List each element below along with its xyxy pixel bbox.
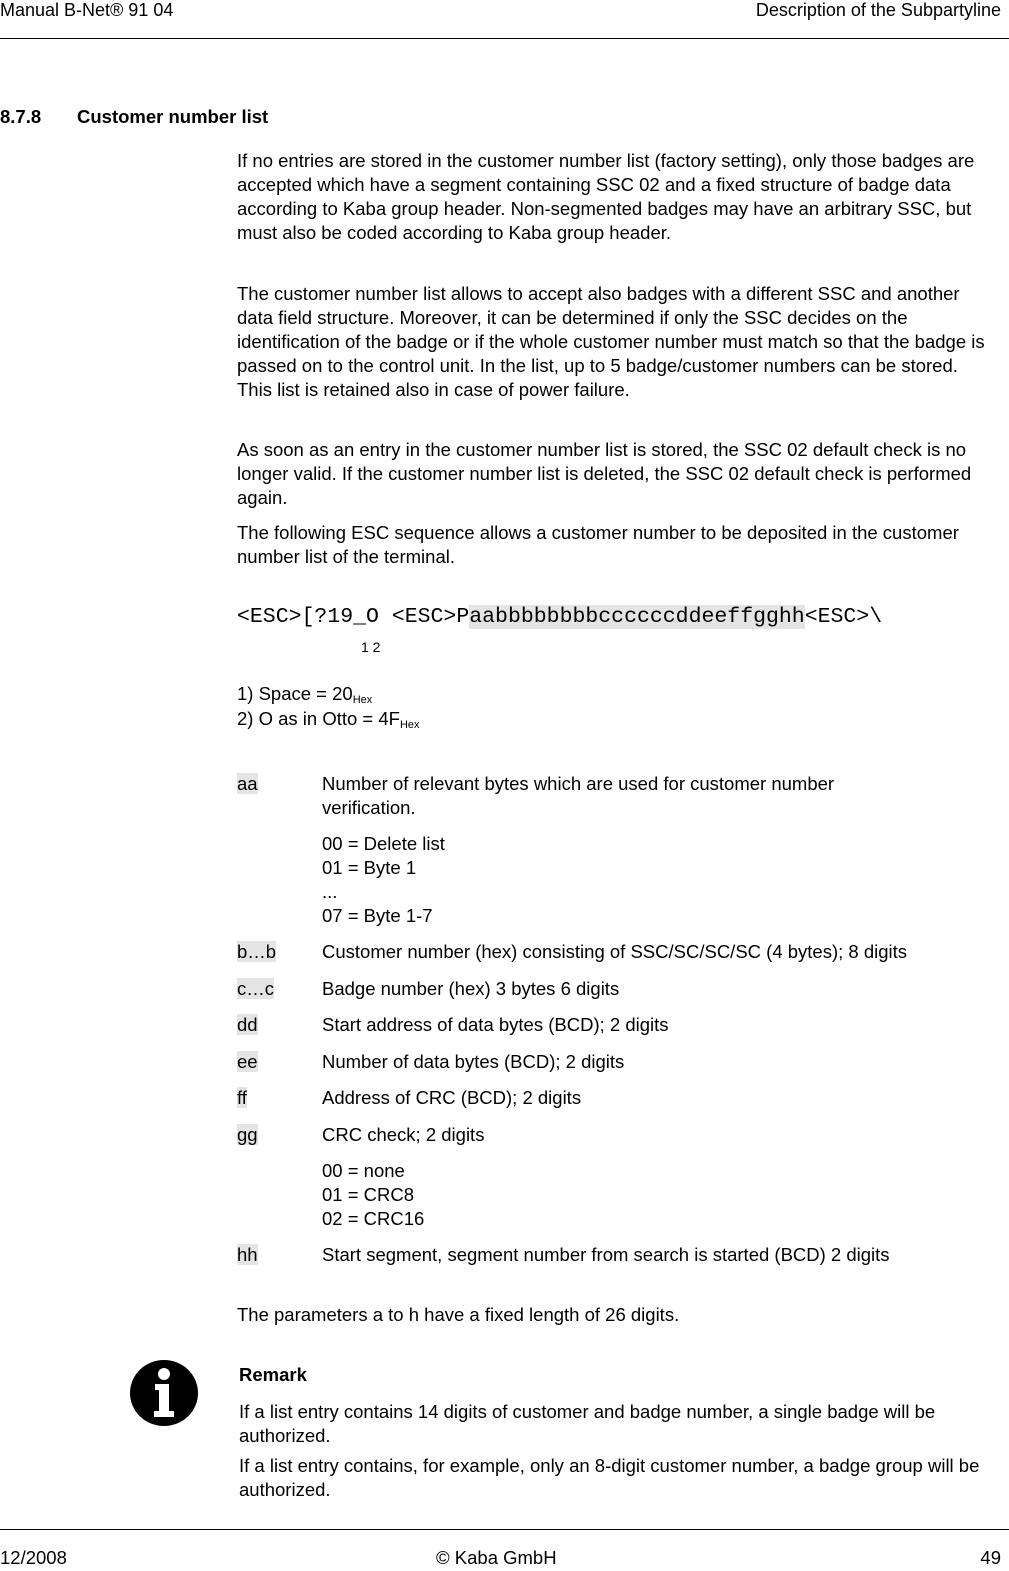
footer-rule: [0, 1529, 1009, 1530]
param-desc-cc: Badge number (hex) 3 bytes 6 digits: [322, 978, 620, 999]
footnote-o-otto: [237, 707, 420, 731]
param-code-aa: aa: [237, 773, 258, 794]
footer-copyright: © Kaba GmbH: [436, 1547, 557, 1568]
remark-single-badge: If a list entry contains 14 digits of customer and badge number, a single badge will be authorized.: [239, 1401, 936, 1446]
param-option: 00 = Delete list: [322, 833, 445, 854]
paragraph-esc-intro: The following ESC sequence allows a customer number to be deposited in the customer number list of the terminal.: [237, 522, 959, 567]
footnote-o-otto-sub: Hex: [399, 719, 420, 731]
section-number: 8.7.8: [0, 106, 42, 127]
param-option: 00 = none: [322, 1160, 405, 1181]
footer-page-number: 49: [980, 1547, 1001, 1568]
param-desc-ff: Address of CRC (BCD); 2 digits: [322, 1087, 582, 1108]
info-icon: [129, 1359, 199, 1427]
param-option: 02 = CRC16: [322, 1208, 425, 1229]
param-option: 01 = CRC8: [322, 1184, 415, 1205]
param-desc-dd: Start address of data bytes (BCD); 2 digits: [322, 1014, 669, 1035]
remark-title: Remark: [239, 1364, 307, 1385]
param-code-bb: b…b: [237, 941, 277, 962]
param-desc-ee: Number of data bytes (BCD); 2 digits: [322, 1051, 625, 1072]
esc-sequence-prefix: <ESC>[?19_O <ESC>P: [237, 605, 470, 629]
paragraph-factory-setting: If no entries are stored in the customer number list (factory setting), only those badges are accepted which have a segment containing SSC 02 and a fixed structure of badge data according to Kaba group header. Non-segmented badges may have an arbitrary SSC, but must also be coded according to Kaba group header.: [237, 150, 975, 243]
param-code-dd: dd: [237, 1014, 258, 1035]
esc-sequence: [237, 604, 882, 630]
remark-badge-group: If a list entry contains, for example, only an 8-digit customer number, a badge group will be authorized.: [239, 1455, 980, 1500]
param-code-gg: gg: [237, 1124, 258, 1145]
param-option: 07 = Byte 1-7: [322, 905, 433, 926]
param-desc-bb: Customer number (hex) consisting of SSC/SC/SC/SC (4 bytes); 8 digits: [322, 941, 908, 962]
footnote-space-sub: Hex: [352, 694, 373, 706]
paragraph-list-purpose: The customer number list allows to accept also badges with a different SSC and another data field structure. Moreover, it can be determined if only the SSC decides on the identification of the badge or if the whole customer number must match so that the badge is passed on to the control unit. In the list, up to 5 badge/customer numbers can be stored. This list is retained also in case of power failure.: [237, 283, 985, 400]
param-desc-aa: Number of relevant bytes which are used for customer number verification.: [322, 773, 835, 818]
esc-sequence-suffix: <ESC>\: [804, 605, 883, 629]
footer-date: 12/2008: [0, 1547, 67, 1568]
paragraph-ssc-default: As soon as an entry in the customer number list is stored, the SSC 02 default check is no longer valid. If the customer number list is deleted, the SSC 02 default check is performed again.: [237, 439, 972, 508]
param-code-cc: c…c: [237, 978, 274, 999]
footnote-space-text: 1) Space = 20: [237, 683, 353, 704]
param-code-ff: ff: [237, 1087, 247, 1108]
esc-sequence-params: aabbbbbbbbccccccddeeffgghh: [469, 605, 805, 629]
footnote-o-otto-text: 2) O as in Otto = 4F: [237, 708, 400, 729]
param-code-ee: ee: [237, 1051, 258, 1072]
header-rule: [0, 38, 1009, 39]
param-desc-hh: Start segment, segment number from search is started (BCD) 2 digits: [322, 1244, 890, 1265]
header-chapter-title: Description of the Subpartyline: [755, 0, 1001, 20]
param-option: ...: [322, 881, 338, 902]
fixed-length-note: The parameters a to h have a fixed length of 26 digits.: [237, 1304, 680, 1325]
param-option: 01 = Byte 1: [322, 857, 417, 878]
footnote-space: [237, 682, 372, 706]
param-desc-gg: CRC check; 2 digits: [322, 1124, 485, 1145]
header-manual-title: Manual B-Net® 91 04: [0, 0, 174, 20]
param-code-hh: hh: [237, 1244, 258, 1265]
section-title: Customer number list: [77, 106, 269, 127]
footnote-marks: 1 2: [361, 639, 381, 655]
